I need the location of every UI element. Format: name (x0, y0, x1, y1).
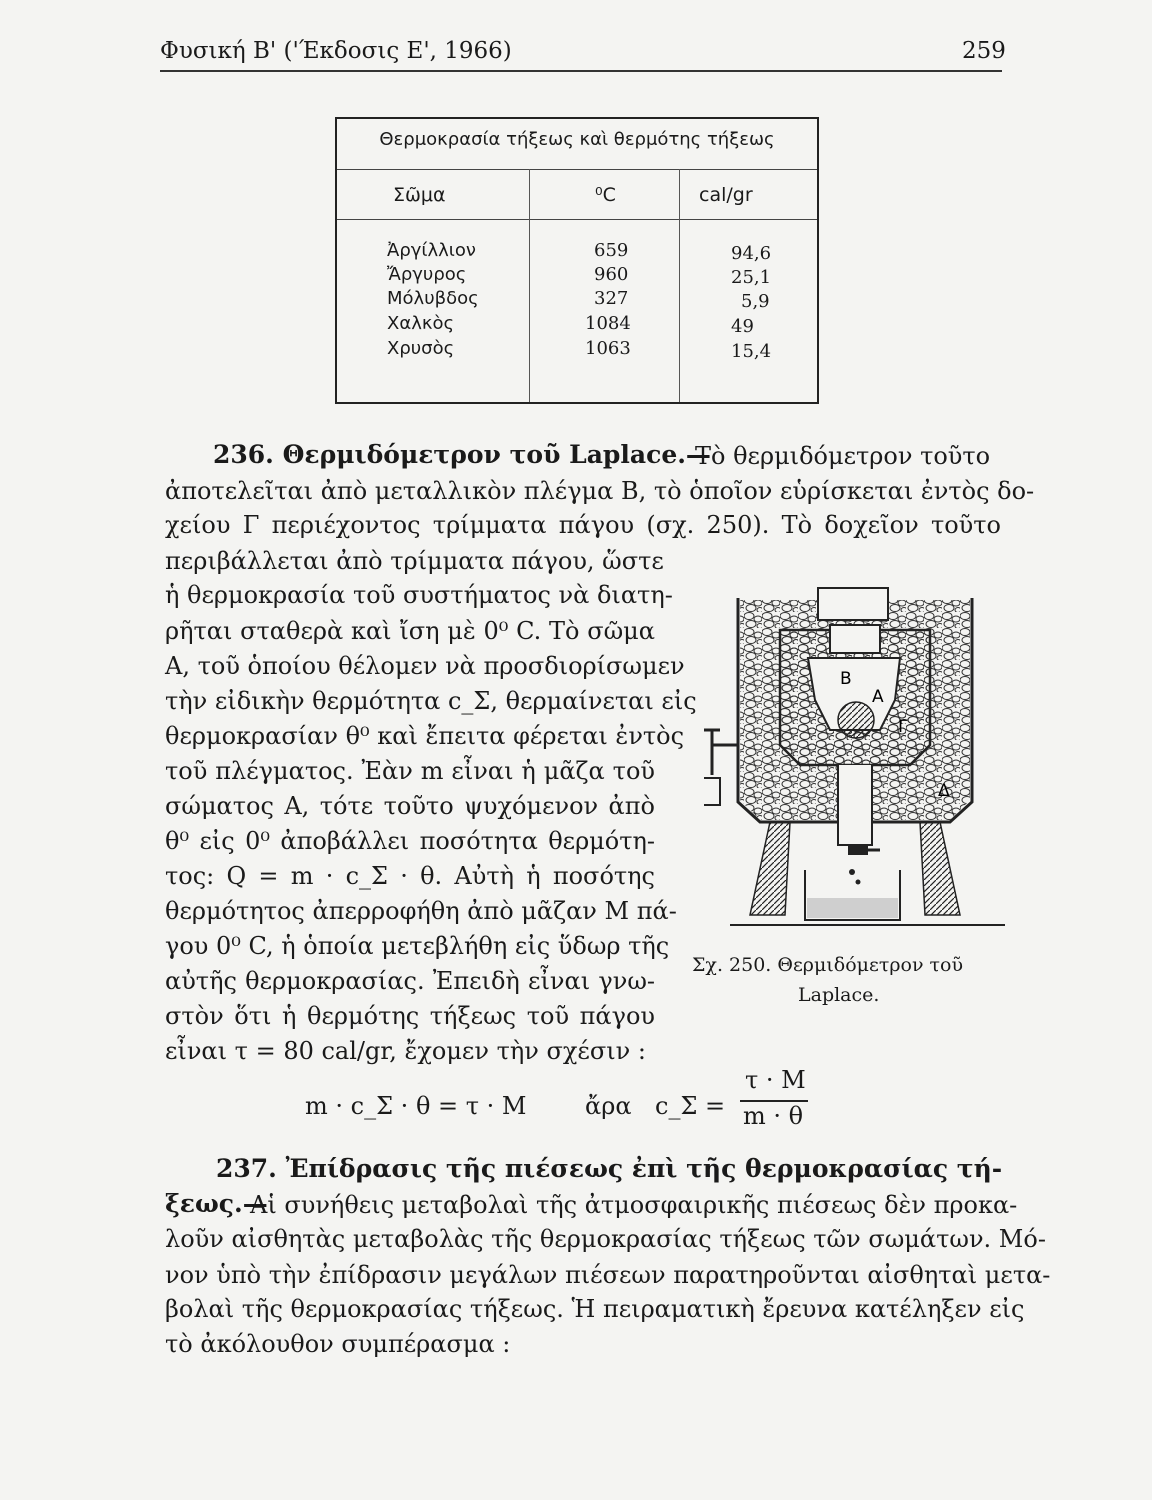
text-line: βολαὶ τῆς θερμοκρασίας τήξεως. Ἡ πειραματικὴ ἔρευνα κατέληξεν εἰς (165, 1295, 1025, 1323)
text-line: εἶναι τ = 80 cal/gr, ἔχομεν τὴν σχέσιν : (165, 1037, 646, 1065)
table-cell: 94,6 (731, 243, 772, 264)
text-line: λοῦν αἰσθητὰς μεταβολὰς τῆς θερμοκρασίας τήξεως τῶν σωμάτων. Μό- (165, 1225, 1046, 1253)
text-line: θερμοκρασίαν θ⁰ καὶ ἔπειτα φέρεται ἐντὸς (165, 722, 685, 750)
table-cell: Χρυσὸς (387, 338, 455, 359)
text-line: ρῆται σταθερὰ καὶ ἴση μὲ 0⁰ C. Τὸ σῶμα (165, 617, 655, 645)
formula-equation: m · c_Σ · θ = τ · M (305, 1092, 527, 1120)
text-line: νον ὑπὸ τὴν ἐπίδρασιν μεγάλων πιέσεων παρατηροῦνται αἰσθηταὶ μετα- (165, 1261, 1051, 1289)
formula-lhs: c_Σ = (655, 1092, 726, 1120)
text-line: αὐτῆς θερμοκρασίας. Ἐπειδὴ εἶναι γνω- (165, 967, 655, 995)
text-line: γου 0⁰ C, ἡ ὁποία μετεβλήθη εἰς ὕδωρ τῆς (165, 932, 670, 960)
text-line: θ⁰ εἰς 0⁰ ἀποβάλλει ποσότητα θερμότη- (165, 827, 655, 855)
column-header: Σῶμα (393, 184, 446, 206)
text-line: ἀποτελεῖται ἀπὸ μεταλλικὸν πλέγμα Β, τὸ ὁποῖον εὑρίσκεται ἐντὸς δο- (165, 477, 1035, 505)
formula-numerator: τ · M (745, 1066, 806, 1094)
table-cell: 659 (594, 240, 629, 261)
text-line: τὸ ἀκόλουθον συμπέρασμα : (165, 1330, 511, 1358)
section-heading: 236. Θερμιδόμετρον τοῦ Laplace.— (213, 440, 711, 469)
table-cell: 960 (594, 264, 629, 285)
text-line: τὴν εἰδικὴν θερμότητα c_Σ, θερμαίνεται εἰς (165, 687, 697, 715)
calorimeter-diagram (690, 580, 1005, 935)
figure-label-g: Γ (898, 717, 908, 737)
formula-word: ἄρα (585, 1092, 632, 1120)
table-cell: 1084 (585, 313, 631, 334)
table-cell: Χαλκὸς (387, 313, 455, 334)
running-header-title: Φυσική Β' ('Έκδοσις Ε', 1966) (160, 38, 512, 64)
column-header: cal/gr (699, 184, 753, 206)
melting-table (335, 117, 819, 404)
table-title: Θερμοκρασία τήξεως καὶ θερμότης τήξεως (379, 129, 775, 150)
figure-caption-line1: Σχ. 250. Θερμιδόμετρον τοῦ (692, 954, 964, 976)
text-line: στὸν ὅτι ἡ θερμότης τήξεως τοῦ πάγου (165, 1002, 655, 1030)
header-rule (160, 70, 1002, 72)
text-line: τοῦ πλέγματος. Ἐὰν m εἶναι ἡ μᾶζα τοῦ (165, 757, 655, 785)
table-rule (337, 169, 817, 170)
text-line: σώματος Α, τότε τοῦτο ψυχόμενον ἀπὸ (165, 792, 655, 820)
text-line: περιβάλλεται ἀπὸ τρίμματα πάγου, ὥστε (165, 547, 664, 575)
text-line: ἡ θερμοκρασία τοῦ συστήματος νὰ διατη- (165, 581, 673, 609)
table-cell: 327 (594, 288, 629, 309)
table-divider (679, 169, 680, 402)
page-number: 259 (962, 38, 1006, 64)
table-cell: 25,1 (731, 267, 772, 288)
text-line: χείου Γ περιέχοντος τρίμματα πάγου (σχ. 250). Τὸ δοχεῖον τοῦτο (165, 511, 1001, 539)
table-cell: 5,9 (741, 291, 770, 312)
figure-label-b: B (840, 669, 852, 689)
table-cell: 49 (731, 316, 754, 337)
table-cell: 1063 (585, 338, 631, 359)
figure-label-a: A (872, 687, 884, 707)
figure-label-d: Δ (938, 781, 950, 801)
figure-caption-line2: Laplace. (798, 984, 880, 1006)
section-heading: ξεως.— (165, 1189, 268, 1218)
text-line: Τὸ θερμιδόμετρον τοῦτο (695, 442, 991, 470)
column-header: ⁰C (595, 184, 616, 206)
laplace-calorimeter-figure (690, 580, 1005, 935)
table-divider (529, 169, 530, 402)
text-line: θερμότητος ἀπερροφήθη ἀπὸ μᾶζαν Μ πά- (165, 897, 677, 925)
text-line: Α, τοῦ ὁποίου θέλομεν νὰ προσδιορίσωμεν (165, 652, 685, 680)
formula-denominator: m · θ (743, 1102, 804, 1130)
table-cell: Ἀργίλλιον (387, 240, 476, 261)
table-cell: Μόλυβδος (387, 288, 479, 309)
table-rule (337, 219, 817, 220)
text-line: τος: Q = m · c_Σ · θ. Αὐτὴ ἡ ποσότης (165, 862, 655, 890)
text-line: Αἱ συνήθεις μεταβολαὶ τῆς ἀτμοσφαιρικῆς πιέσεως δὲν προκα- (250, 1191, 1018, 1219)
section-heading: 237. Ἐπίδρασις τῆς πιέσεως ἐπὶ τῆς θερμοκρασίας τή- (216, 1154, 1003, 1183)
table-cell: Ἄργυρος (387, 264, 467, 285)
table-cell: 15,4 (731, 341, 772, 362)
